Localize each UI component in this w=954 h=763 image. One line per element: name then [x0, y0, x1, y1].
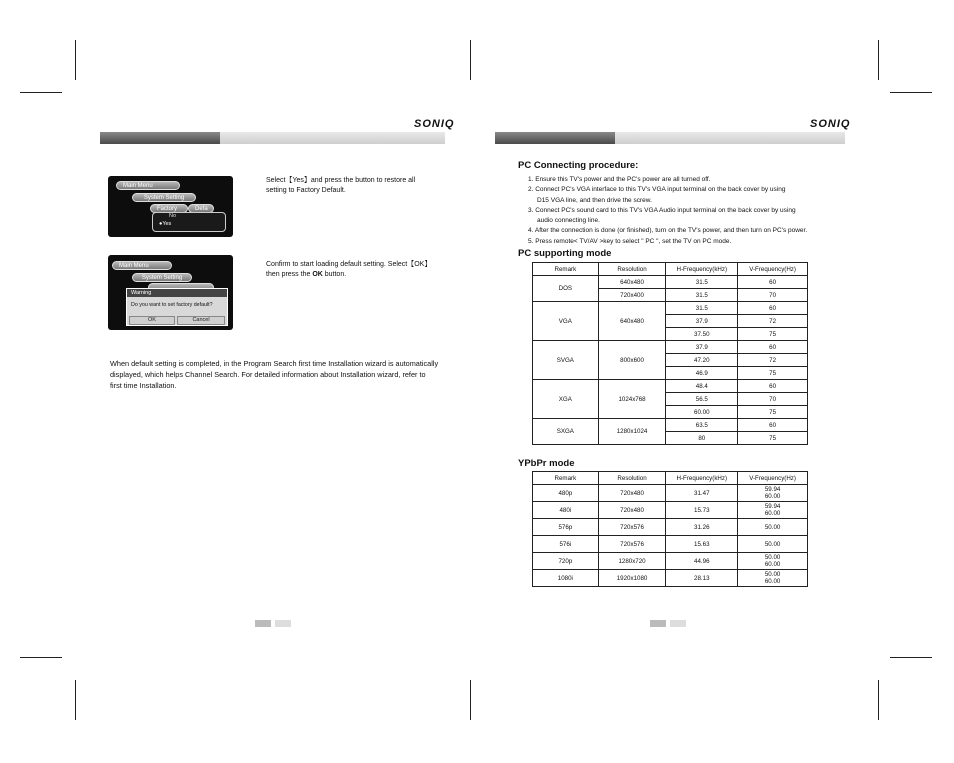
table-cell: 60 [738, 302, 808, 315]
table-cell: 60 [738, 276, 808, 289]
table-cell: XGA [533, 380, 599, 419]
brand-logo: SONIQ [810, 118, 851, 130]
table-cell: Resolution [598, 263, 666, 276]
ypbpr-mode-table [532, 471, 808, 587]
table-cell: 640x480 [598, 276, 666, 289]
crop-mark [75, 680, 76, 720]
table-row [533, 553, 808, 570]
table-cell [738, 485, 808, 502]
table-cell: 28.13 [666, 570, 738, 587]
table-cell: 1024x768 [598, 380, 666, 419]
table-row [533, 485, 808, 502]
pc-mode-heading: PC supporting mode [518, 248, 612, 259]
table-cell: 72 [738, 315, 808, 328]
table-cell: Remark [533, 472, 599, 485]
option-yes[interactable]: ●Yes [159, 221, 172, 227]
table-cell: SVGA [533, 341, 599, 380]
ok-button[interactable]: OK [129, 316, 175, 325]
table-cell: 31.47 [666, 485, 738, 502]
warning-screen [108, 255, 233, 330]
note-line: first time Installation. [110, 381, 177, 390]
brand-logo: SONIQ [414, 118, 455, 130]
warning-question: Do you want to set factory default? [131, 302, 213, 308]
table-cell: 75 [738, 328, 808, 341]
table-cell: 72 [738, 354, 808, 367]
table-cell: 1280x720 [598, 553, 666, 570]
cancel-button[interactable]: Cancel [177, 316, 225, 325]
table-cell: 480i [533, 502, 599, 519]
table-cell: 31.5 [666, 302, 738, 315]
table-row [533, 570, 808, 587]
table-row [533, 502, 808, 519]
table-cell: 37.9 [666, 315, 738, 328]
table-cell: 720x400 [598, 289, 666, 302]
v-frequency-value: 59.94 [764, 486, 781, 493]
table-cell: 44.96 [666, 553, 738, 570]
pc-steps [528, 175, 848, 247]
v-frequency-value: 60.00 [764, 493, 781, 500]
table-cell: 75 [738, 432, 808, 445]
table-cell: 46.9 [666, 367, 738, 380]
radio-selected-icon: ● [159, 221, 163, 227]
v-frequency-value: 50.00 [764, 540, 781, 548]
table-cell: 37.50 [666, 328, 738, 341]
table-cell: 1920x1080 [598, 570, 666, 587]
table-cell: 70 [738, 393, 808, 406]
table-cell: 60 [738, 419, 808, 432]
table-cell: Resolution [598, 472, 666, 485]
table-cell: 576p [533, 519, 599, 536]
v-frequency-value: 60.00 [764, 578, 781, 585]
table-header-row [533, 263, 808, 276]
table-cell: 60 [738, 341, 808, 354]
step2-line2: then press the OK button. [266, 271, 347, 278]
menu-main: Main Menu [112, 261, 172, 270]
table-cell: 640x480 [598, 302, 666, 341]
table-row [533, 536, 808, 553]
table-cell [738, 553, 808, 570]
step1-line2: setting to Factory Default. [266, 187, 346, 194]
table-cell: 60.00 [666, 406, 738, 419]
table-cell: 15.63 [666, 536, 738, 553]
step-item: 2. Connect PC's VGA interface to this TV's VGA input terminal on the back cover by using [528, 186, 786, 194]
table-header-row [533, 472, 808, 485]
menu-system-setting: System Setting [132, 273, 192, 282]
step-item: 4. After the connection is done (or finished), turn on the TV's power, and then turn on PC's power. [528, 227, 808, 235]
factory-default-screen [108, 176, 233, 237]
v-frequency-value: 60.00 [764, 510, 781, 517]
table-cell: 31.26 [666, 519, 738, 536]
table-cell: 47.20 [666, 354, 738, 367]
page-number-bar [650, 620, 686, 627]
menu-main: Main Menu [116, 181, 180, 190]
table-row [533, 276, 808, 289]
table-cell: 31.5 [666, 276, 738, 289]
page-header-bar [100, 132, 445, 144]
note-line: displayed, which helps Channel Search. For detailed information about Installation wizard, refer to [110, 370, 426, 379]
table-cell: 15.73 [666, 502, 738, 519]
table-cell: 1080i [533, 570, 599, 587]
table-cell [738, 570, 808, 587]
table-cell: DOS [533, 276, 599, 302]
v-frequency-value: 59.94 [764, 503, 781, 510]
table-cell: 70 [738, 289, 808, 302]
crop-mark [20, 92, 62, 93]
v-frequency-value: 50.00 [764, 554, 781, 561]
table-cell: 37.9 [666, 341, 738, 354]
table-row [533, 302, 808, 315]
table-cell: 720x480 [598, 502, 666, 519]
table-cell: 720x576 [598, 536, 666, 553]
crop-mark [878, 680, 879, 720]
step-item: D15 VGA line, and then drive the screw. [537, 196, 652, 204]
step-item: 1. Ensure this TV's power and the PC's power are all turned off. [528, 176, 711, 183]
v-frequency-value: 50.00 [764, 523, 781, 531]
table-row [533, 519, 808, 536]
table-cell: H-Frequency(kHz) [666, 263, 738, 276]
table-row [533, 380, 808, 393]
page-number-bar [255, 620, 291, 627]
crop-mark [470, 40, 471, 80]
table-cell: 480p [533, 485, 599, 502]
table-cell: 80 [666, 432, 738, 445]
table-row [533, 419, 808, 432]
step2-line1: Confirm to start loading default setting. Select【OK】 [266, 261, 432, 268]
table-cell: 75 [738, 406, 808, 419]
crop-mark [890, 92, 932, 93]
table-cell: 75 [738, 367, 808, 380]
table-cell: 720p [533, 553, 599, 570]
warning-title: Warning [127, 289, 227, 297]
crop-mark [75, 40, 76, 80]
ypbpr-mode-heading: YPbPr mode [518, 458, 575, 469]
table-cell: Remark [533, 263, 599, 276]
option-no[interactable]: No [169, 213, 177, 219]
warning-dialog [126, 288, 228, 326]
table-cell: 56.5 [666, 393, 738, 406]
table-cell: V-Frequency(Hz) [738, 472, 808, 485]
table-row [533, 341, 808, 354]
table-cell: 48.4 [666, 380, 738, 393]
table-cell: SXGA [533, 419, 599, 445]
table-cell: V-Frequency(Hz) [738, 263, 808, 276]
step-item: 3. Connect PC's sound card to this TV's VGA Audio input terminal on the back cover by using [528, 206, 796, 214]
table-cell: 63.5 [666, 419, 738, 432]
note-line: When default setting is completed, in the Program Search first time Installation wizard is automatically [110, 359, 439, 368]
menu-factory: Factory [150, 204, 188, 213]
step-item: audio connecting line. [537, 217, 600, 225]
table-cell: 60 [738, 380, 808, 393]
table-cell: H-Frequency(kHz) [666, 472, 738, 485]
table-cell: 576i [533, 536, 599, 553]
table-cell: 720x576 [598, 519, 666, 536]
crop-mark [20, 657, 62, 658]
step1-line1: Select【Yes】and press the button to restore all [266, 177, 416, 184]
page-header-bar [495, 132, 845, 144]
option-panel [152, 212, 226, 232]
table-cell [738, 502, 808, 519]
table-cell: 720x480 [598, 485, 666, 502]
table-cell [738, 519, 808, 536]
crop-mark [470, 680, 471, 720]
pc-mode-table [532, 262, 808, 445]
table-cell: 800x600 [598, 341, 666, 380]
step-item: 5. Press remote< TV/AV >key to select " PC ", set the TV on PC mode. [528, 237, 732, 245]
menu-default: Defa [188, 204, 214, 213]
table-cell: VGA [533, 302, 599, 341]
v-frequency-value: 50.00 [764, 571, 781, 578]
table-cell: 1280x1024 [598, 419, 666, 445]
menu-system-setting: System Setting [132, 193, 196, 202]
crop-mark [878, 40, 879, 80]
table-cell: 31.5 [666, 289, 738, 302]
v-frequency-value: 60.00 [764, 561, 781, 568]
table-cell [738, 536, 808, 553]
pc-connecting-heading: PC Connecting procedure: [518, 160, 639, 171]
crop-mark [890, 657, 932, 658]
